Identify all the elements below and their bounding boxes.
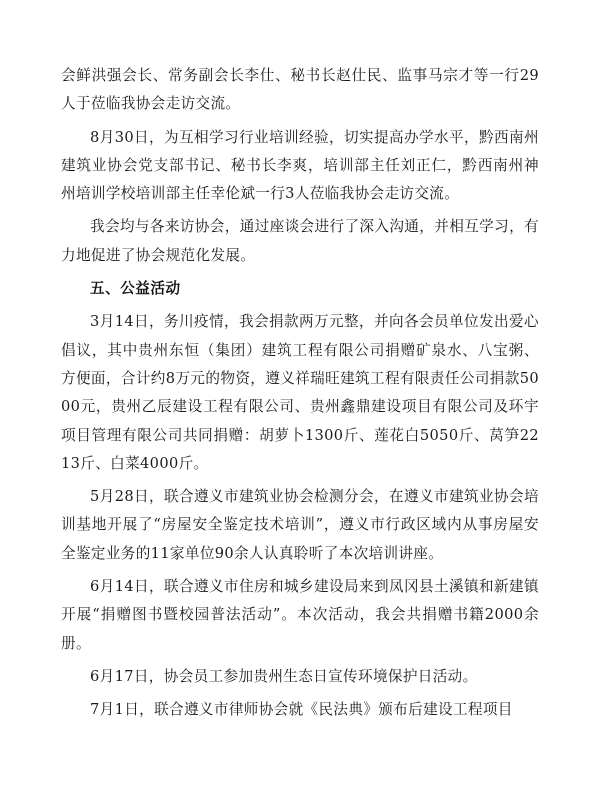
- paragraph-jul1-civil-code: 7月1日，联合遵义市律师协会就《民法典》颁布后建设工程项目: [90, 701, 513, 719]
- section-heading-public-welfare: 五、公益活动: [90, 280, 181, 298]
- paragraph-continuation: 会鲜洪强会长、常务副会长李仕、秘书长赵仕民、监事马宗才等一行29人于莅临我协会走访交流。: [61, 67, 539, 113]
- paragraph-mar14-donation: 3月14日，务川疫情，我会捐款两万元整，并向各会员单位发出爱心倡议，其中贵州东恒（集团）建筑工程有限公司捐赠矿泉水、八宝粥、方便面，合计约8万元的物资，遵义祥瑞旺建筑工程有限责任公司捐款5000元，贵州乙辰建设工程有限公司、贵州鑫鼎建设项目有限公司及环宇项目管理有限公司共同捐赠：胡萝卜1300斤、莲花白5050斤、莴笋2213斤、白菜4000斤。: [61, 313, 539, 472]
- paragraph-may28-training: 5月28日，联合遵义市建筑业协会检测分会，在遵义市建筑业协会培训基地开展了“房屋安全鉴定技术培训”，遵义市行政区域内从事房屋安全鉴定业务的11家单位90余人认真聆听了本次培训讲座。: [61, 488, 539, 562]
- paragraph-visit-aug30: 8月30日，为互相学习行业培训经验，切实提高办学水平，黔西南州建筑业协会党支部书记、秘书长李爽，培训部主任刘正仁，黔西南州神州培训学校培训部主任幸伦斌一行3人莅临我协会走访交流。: [61, 128, 539, 203]
- paragraph-jun14-books: 6月14日，联合遵义市住房和城乡建设局来到凤冈县土溪镇和新建镇开展“捐赠图书暨校园普法活动”。本次活动，我会共捐赠书籍2000余册。: [61, 578, 539, 652]
- paragraph-jun17-ecology: 6月17日，协会员工参加贵州生态日宣传环境保护日活动。: [90, 667, 478, 685]
- paragraph-visit-summary: 我会均与各来访协会，通过座谈会进行了深入沟通，并相互学习，有力地促进了协会规范化发展。: [61, 218, 539, 264]
- document-body: [61, 62, 539, 725]
